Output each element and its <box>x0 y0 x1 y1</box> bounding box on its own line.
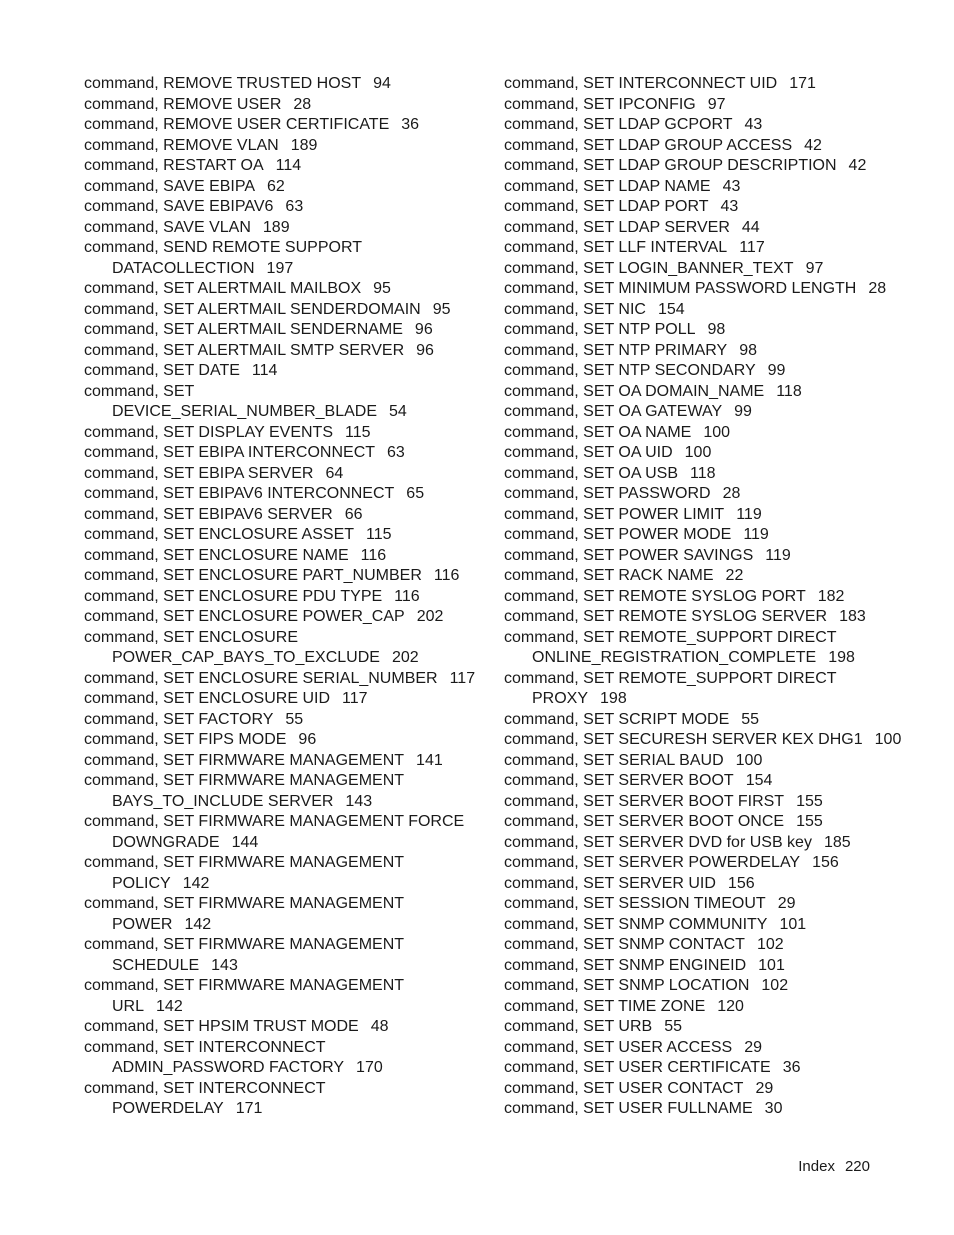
index-entry <box>84 976 484 1017</box>
index-page-ref[interactable]: 36 <box>782 1059 801 1076</box>
index-page-ref[interactable]: 154 <box>657 300 685 318</box>
index-entry <box>84 197 484 218</box>
index-entry <box>504 382 924 403</box>
index-entry <box>84 710 484 731</box>
index-term: command, SET OA UID <box>504 444 673 461</box>
index-term: command, SET LDAP GCPORT <box>504 116 733 133</box>
index-page-ref[interactable]: 114 <box>275 157 302 174</box>
index-entry <box>504 1099 924 1120</box>
index-term: command, SET SERVER DVD for USB key <box>504 833 812 851</box>
index-term: command, REMOVE VLAN <box>84 136 279 154</box>
index-entry <box>504 361 924 382</box>
index-page-ref[interactable]: 62 <box>267 177 285 195</box>
index-term: command, SET ENCLOSURE ASSET <box>84 526 355 543</box>
index-entry <box>84 1079 484 1120</box>
index-entry <box>84 505 484 526</box>
index-page-ref[interactable]: 141 <box>416 751 443 769</box>
index-entry <box>84 218 484 239</box>
index-entry <box>84 587 484 608</box>
index-term: command, SET LDAP GROUP ACCESS <box>504 136 793 154</box>
index-page-ref[interactable]: 42 <box>804 136 822 154</box>
index-term: command, SET ALERTMAIL SENDERNAME <box>84 321 403 338</box>
index-entry <box>504 566 924 587</box>
index-entry <box>504 894 924 915</box>
index-term: command, SET LOGIN_BANNER_TEXT <box>504 259 794 277</box>
index-entry <box>504 238 924 259</box>
index-entry <box>84 382 484 423</box>
index-term-continuation <box>84 833 484 854</box>
index-page-ref[interactable]: 115 <box>344 423 371 441</box>
footer-page-number: 220 <box>844 1158 870 1175</box>
index-page-ref[interactable]: 95 <box>432 300 451 318</box>
index-entry <box>504 443 924 464</box>
index-entry <box>84 464 484 485</box>
index-term: command, SET ENCLOSURE UID <box>84 690 330 707</box>
index-entry <box>504 74 924 95</box>
index-term: command, SET INTERCONNECT <box>84 1079 326 1097</box>
index-term: command, SET HPSIM TRUST MODE <box>84 1018 359 1035</box>
index-page-ref[interactable]: 28 <box>722 485 741 502</box>
page-footer <box>780 1158 870 1175</box>
index-entry <box>84 238 484 279</box>
index-term: command, SET OA NAME <box>504 423 692 441</box>
index-entry <box>84 177 484 198</box>
index-entry <box>504 402 924 423</box>
index-entry <box>84 300 484 321</box>
index-page-ref[interactable]: 142 <box>182 874 210 892</box>
index-term-continuation <box>84 648 484 669</box>
index-term: command, SET LLF INTERVAL <box>504 239 728 256</box>
index-page-ref[interactable]: 185 <box>823 833 851 851</box>
index-entry <box>504 730 924 751</box>
index-entry <box>84 341 484 362</box>
index-term-continuation-text: DEVICE_SERIAL_NUMBER_BLADE <box>112 403 377 420</box>
index-term-continuation-text: POWERDELAY <box>112 1100 224 1117</box>
index-term: command, SET SERVER BOOT FIRST <box>504 792 785 810</box>
index-term: command, RESTART OA <box>84 157 264 174</box>
index-term: command, SET SESSION TIMEOUT <box>504 895 766 912</box>
index-page-ref[interactable]: 115 <box>366 526 392 543</box>
index-term: command, SET ENCLOSURE NAME <box>84 546 349 564</box>
index-page-ref[interactable]: 97 <box>805 259 824 277</box>
index-term: command, SAVE EBIPA <box>84 177 256 195</box>
index-entry <box>84 525 484 546</box>
index-column-left <box>84 74 484 1120</box>
index-term-continuation <box>84 997 484 1018</box>
index-entry <box>504 997 924 1018</box>
index-page-ref[interactable]: 119 <box>743 526 769 543</box>
index-entry <box>504 505 924 526</box>
index-page-ref[interactable]: 96 <box>414 321 433 338</box>
index-term: command, SET SNMP LOCATION <box>504 977 750 994</box>
index-term: command, SET EBIPA SERVER <box>84 464 314 482</box>
index-entry <box>504 300 924 321</box>
index-entry <box>84 136 484 157</box>
index-page-ref[interactable]: 99 <box>767 362 786 379</box>
index-term: command, SET LDAP NAME <box>504 177 711 195</box>
index-page-ref[interactable]: 102 <box>756 936 784 953</box>
index-page-ref[interactable]: 98 <box>707 321 726 338</box>
index-term: command, SET FIRMWARE MANAGEMENT FORCE <box>84 813 465 830</box>
index-entry <box>504 177 924 198</box>
index-page-ref[interactable]: 117 <box>449 669 476 687</box>
index-entry <box>504 751 924 772</box>
index-entry <box>504 587 924 608</box>
index-term: command, SET ALERTMAIL SMTP SERVER <box>84 341 405 359</box>
index-term: command, SET NTP POLL <box>504 321 696 338</box>
index-term: command, SET FIRMWARE MANAGEMENT <box>84 772 405 789</box>
index-page-ref[interactable]: 97 <box>707 95 726 113</box>
index-term: command, SET EBIPA INTERCONNECT <box>84 444 376 461</box>
index-page-ref[interactable]: 63 <box>285 198 304 215</box>
index-page-ref[interactable]: 100 <box>735 751 763 769</box>
index-page-ref[interactable]: 99 <box>734 403 752 420</box>
index-term-continuation <box>84 874 484 895</box>
index-page-ref[interactable]: 22 <box>725 567 744 584</box>
index-entry <box>504 853 924 874</box>
index-entry <box>84 115 484 136</box>
index-entry <box>504 115 924 136</box>
index-entry <box>504 218 924 239</box>
index-term: command, SET FACTORY <box>84 710 274 728</box>
index-entry <box>84 628 484 669</box>
index-term-continuation <box>84 402 484 423</box>
index-page-ref[interactable]: 116 <box>360 546 387 564</box>
index-page-ref[interactable]: 96 <box>298 731 317 748</box>
index-term-continuation-text: POWER <box>112 915 173 933</box>
index-term-continuation <box>84 1099 484 1120</box>
index-entry <box>84 812 484 853</box>
index-entry <box>504 1038 924 1059</box>
index-term-continuation-text: URL <box>112 997 145 1015</box>
index-entry <box>504 156 924 177</box>
index-term: command, SET SNMP COMMUNITY <box>504 915 768 933</box>
index-entry <box>84 484 484 505</box>
index-page-ref[interactable]: 120 <box>717 997 744 1015</box>
index-term-continuation-text: PROXY <box>532 690 589 707</box>
index-page-ref[interactable]: 118 <box>776 382 802 400</box>
index-page-ref[interactable]: 144 <box>231 833 259 851</box>
index-entry <box>504 771 924 792</box>
index-page-ref[interactable]: 155 <box>796 792 823 810</box>
index-term: command, SET FIRMWARE MANAGEMENT <box>84 895 405 912</box>
index-entry <box>84 95 484 116</box>
index-page-ref[interactable]: 119 <box>765 546 791 564</box>
index-entry <box>504 197 924 218</box>
index-entry <box>84 156 484 177</box>
index-term: command, SET POWER SAVINGS <box>504 546 754 564</box>
index-page-ref[interactable]: 43 <box>722 177 741 195</box>
index-page-ref[interactable]: 156 <box>727 874 755 892</box>
index-page-ref[interactable]: 96 <box>416 341 434 359</box>
index-page-ref[interactable]: 55 <box>285 710 304 728</box>
index-page-ref[interactable]: 28 <box>293 95 312 113</box>
index-entry <box>84 751 484 772</box>
index-term: command, SET INTERCONNECT <box>84 1038 326 1056</box>
index-entry <box>504 546 924 567</box>
index-entry <box>504 1017 924 1038</box>
index-entry <box>84 935 484 976</box>
index-term: command, SET OA GATEWAY <box>504 403 723 420</box>
index-page-ref[interactable]: 101 <box>779 915 807 933</box>
index-entry <box>504 628 924 669</box>
index-column-right <box>504 74 924 1120</box>
index-term: command, SET ENCLOSURE PART_NUMBER <box>84 567 422 584</box>
index-page-ref[interactable]: 43 <box>744 116 763 133</box>
index-page-ref[interactable]: 189 <box>290 136 318 154</box>
index-page-ref[interactable]: 119 <box>736 505 762 523</box>
index-entry <box>504 464 924 485</box>
index-term: command, SET SERVER POWERDELAY <box>504 854 801 871</box>
index-term: command, SET FIPS MODE <box>84 731 287 748</box>
index-entry <box>504 95 924 116</box>
index-page-ref[interactable]: 100 <box>684 444 712 461</box>
index-term: command, REMOVE USER CERTIFICATE <box>84 116 390 133</box>
index-term-continuation <box>84 1058 484 1079</box>
index-entry <box>84 443 484 464</box>
index-term: command, SET REMOTE_SUPPORT DIRECT <box>504 628 837 646</box>
index-term: command, REMOVE USER <box>84 95 282 113</box>
index-term: command, SET PASSWORD <box>504 485 711 502</box>
index-page-ref[interactable]: 29 <box>755 1079 774 1097</box>
index-term: command, SAVE VLAN <box>84 218 251 236</box>
index-term: command, SET REMOTE SYSLOG SERVER <box>504 608 828 625</box>
index-term: command, SET REMOTE_SUPPORT DIRECT <box>504 669 837 687</box>
index-term: command, SET NTP PRIMARY <box>504 341 728 359</box>
index-term-continuation <box>504 648 924 669</box>
index-entry <box>84 1017 484 1038</box>
index-entry <box>504 1079 924 1100</box>
index-entry <box>504 792 924 813</box>
index-entry <box>84 546 484 567</box>
index-page-ref[interactable]: 98 <box>739 341 757 359</box>
index-entry <box>504 279 924 300</box>
index-term: command, SET LDAP GROUP DESCRIPTION <box>504 157 837 174</box>
index-term: command, SET SERIAL BAUD <box>504 751 724 769</box>
index-page-ref[interactable]: 202 <box>416 608 444 625</box>
index-term: command, SET USER CERTIFICATE <box>504 1059 771 1076</box>
index-term: command, SET SERVER BOOT <box>504 772 734 789</box>
index-entry <box>84 320 484 341</box>
index-page-ref[interactable]: 183 <box>839 608 866 625</box>
index-page-ref[interactable]: 143 <box>345 792 373 810</box>
index-term: command, SET POWER LIMIT <box>504 505 725 523</box>
index-page-ref[interactable]: 154 <box>745 772 773 789</box>
index-page-ref[interactable]: 101 <box>758 956 785 974</box>
index-term: command, SET LDAP PORT <box>504 198 709 215</box>
index-term-continuation <box>84 259 484 280</box>
index-page-ref[interactable]: 55 <box>741 710 760 728</box>
index-entry <box>504 259 924 280</box>
index-term: command, SET EBIPAV6 INTERCONNECT <box>84 485 395 502</box>
footer-label: Index <box>798 1158 835 1175</box>
index-page-ref[interactable]: 30 <box>764 1100 783 1117</box>
index-term: command, SET SERVER BOOT ONCE <box>504 813 785 830</box>
index-term-continuation-text: ADMIN_PASSWORD FACTORY <box>112 1059 345 1076</box>
index-entry <box>84 689 484 710</box>
index-page-ref[interactable]: 198 <box>600 690 627 707</box>
index-entry <box>504 1058 924 1079</box>
index-term-continuation <box>84 915 484 936</box>
index-entry <box>504 320 924 341</box>
index-page-ref[interactable]: 142 <box>156 997 183 1015</box>
index-page-ref[interactable]: 48 <box>370 1018 389 1035</box>
index-page-ref[interactable]: 155 <box>796 813 823 830</box>
index-term: command, SET OA USB <box>504 464 678 482</box>
index-term: command, SET SCRIPT MODE <box>504 710 730 728</box>
index-term: command, SET POWER MODE <box>504 526 732 543</box>
index-page-ref[interactable]: 182 <box>817 587 845 605</box>
index-term: command, SET SNMP ENGINEID <box>504 956 747 974</box>
index-entry <box>504 956 924 977</box>
index-entry <box>504 833 924 854</box>
index-entry <box>84 730 484 751</box>
index-term: command, SET OA DOMAIN_NAME <box>504 382 765 400</box>
index-page-ref[interactable]: 43 <box>720 198 739 215</box>
index-page-ref[interactable]: 42 <box>848 157 867 174</box>
index-term: command, SET SERVER UID <box>504 874 716 892</box>
index-entry <box>84 607 484 628</box>
index-term: command, SET ALERTMAIL MAILBOX <box>84 280 362 297</box>
index-term: command, SET IPCONFIG <box>504 95 696 113</box>
index-entry <box>504 915 924 936</box>
index-term: command, SET DISPLAY EVENTS <box>84 423 333 441</box>
index-entry <box>84 74 484 95</box>
index-entry <box>504 423 924 444</box>
index-term: command, SET TIME ZONE <box>504 997 706 1015</box>
index-page-ref[interactable]: 100 <box>874 731 902 748</box>
index-page-ref[interactable]: 44 <box>741 218 760 236</box>
index-page-ref[interactable]: 55 <box>664 1018 682 1035</box>
index-entry <box>504 484 924 505</box>
index-page-ref[interactable]: 197 <box>266 259 294 277</box>
index-entry <box>84 669 484 690</box>
index-page-ref[interactable]: 156 <box>812 854 839 871</box>
index-page-ref[interactable]: 102 <box>761 977 789 994</box>
index-term-continuation <box>84 792 484 813</box>
index-page-ref[interactable]: 29 <box>777 895 796 912</box>
index-entry <box>504 935 924 956</box>
index-term: command, SET INTERCONNECT UID <box>504 75 778 92</box>
index-page-ref[interactable]: 29 <box>744 1038 763 1056</box>
index-term: command, SET ENCLOSURE POWER_CAP <box>84 608 405 625</box>
index-page-ref[interactable]: 36 <box>401 116 420 133</box>
index-term: command, SET LDAP SERVER <box>504 218 730 236</box>
index-term: command, SET ALERTMAIL SENDERDOMAIN <box>84 300 421 318</box>
index-entry <box>504 710 924 731</box>
index-term: command, SET USER FULLNAME <box>504 1100 753 1117</box>
index-term: command, SET NTP SECONDARY <box>504 362 756 379</box>
index-page-ref[interactable]: 64 <box>325 464 344 482</box>
index-entry <box>504 341 924 362</box>
index-term: command, SEND REMOTE SUPPORT <box>84 239 362 256</box>
index-page-ref[interactable]: 143 <box>211 956 238 974</box>
index-term: command, SET FIRMWARE MANAGEMENT <box>84 854 405 871</box>
index-page-ref[interactable]: 116 <box>433 567 460 584</box>
index-page-ref[interactable]: 170 <box>356 1059 383 1076</box>
index-page-ref[interactable]: 171 <box>235 1100 263 1117</box>
index-term: command, SET USER CONTACT <box>504 1079 744 1097</box>
index-entry <box>504 976 924 997</box>
index-page-ref[interactable]: 117 <box>739 239 765 256</box>
index-term: command, SET <box>84 382 195 400</box>
index-term: command, SAVE EBIPAV6 <box>84 198 274 215</box>
index-entry <box>504 607 924 628</box>
index-entry <box>84 361 484 382</box>
index-term-continuation <box>84 956 484 977</box>
index-term-continuation-text: DATACOLLECTION <box>112 259 255 277</box>
index-term: command, SET URB <box>504 1018 653 1035</box>
index-term-continuation-text: SCHEDULE <box>112 956 200 974</box>
index-entry <box>504 669 924 710</box>
index-term-continuation-text: POLICY <box>112 874 171 892</box>
index-page-ref[interactable]: 117 <box>342 690 368 707</box>
index-page-ref[interactable]: 189 <box>262 218 290 236</box>
index-entry <box>504 874 924 895</box>
index-term: command, SET ENCLOSURE PDU TYPE <box>84 587 383 605</box>
index-page-ref[interactable]: 63 <box>387 444 405 461</box>
index-term: command, SET SECURESH SERVER KEX DHG1 <box>504 731 863 748</box>
index-page-ref[interactable]: 95 <box>373 280 391 297</box>
index-term: command, SET FIRMWARE MANAGEMENT <box>84 751 405 769</box>
index-page-ref[interactable]: 114 <box>251 362 278 379</box>
index-term: command, SET FIRMWARE MANAGEMENT <box>84 977 405 994</box>
index-term: command, SET USER ACCESS <box>504 1038 733 1056</box>
index-page-ref[interactable]: 100 <box>703 423 731 441</box>
index-page-ref[interactable]: 171 <box>789 75 816 92</box>
index-term: command, SET SNMP CONTACT <box>504 936 745 953</box>
index-term-continuation-text: DOWNGRADE <box>112 833 220 851</box>
index-term-continuation-text: BAYS_TO_INCLUDE SERVER <box>112 792 334 810</box>
index-page-ref[interactable]: 65 <box>406 485 425 502</box>
index-page-ref[interactable]: 118 <box>690 464 716 482</box>
index-page-ref[interactable]: 142 <box>184 915 212 933</box>
index-entry <box>84 771 484 812</box>
index-page-ref[interactable]: 66 <box>344 505 363 523</box>
index-term: command, REMOVE TRUSTED HOST <box>84 75 362 92</box>
index-term: command, SET ENCLOSURE SERIAL_NUMBER <box>84 669 438 687</box>
index-term-continuation <box>504 689 924 710</box>
index-entry <box>84 853 484 894</box>
index-page-ref[interactable]: 202 <box>391 649 419 666</box>
index-entry <box>504 525 924 546</box>
index-entry <box>84 423 484 444</box>
index-term: command, SET REMOTE SYSLOG PORT <box>504 587 806 605</box>
index-entry <box>84 279 484 300</box>
index-term: command, SET FIRMWARE MANAGEMENT <box>84 936 405 953</box>
index-page-ref[interactable]: 28 <box>868 280 887 297</box>
index-term: command, SET EBIPAV6 SERVER <box>84 505 333 523</box>
index-page-ref[interactable]: 94 <box>373 75 391 92</box>
index-entry <box>504 812 924 833</box>
index-entry <box>84 894 484 935</box>
index-entry <box>84 1038 484 1079</box>
index-page-ref[interactable]: 54 <box>388 403 407 420</box>
index-term: command, SET MINIMUM PASSWORD LENGTH <box>504 280 857 297</box>
index-term-continuation-text: POWER_CAP_BAYS_TO_EXCLUDE <box>112 649 380 666</box>
index-term-continuation-text: ONLINE_REGISTRATION_COMPLETE <box>532 649 817 666</box>
index-page-ref[interactable]: 116 <box>394 587 420 605</box>
index-term: command, SET DATE <box>84 362 240 379</box>
index-term: command, SET ENCLOSURE <box>84 628 298 646</box>
index-term: command, SET RACK NAME <box>504 567 714 584</box>
index-entry <box>84 566 484 587</box>
index-page-ref[interactable]: 198 <box>828 649 855 666</box>
index-term: command, SET NIC <box>504 300 646 318</box>
index-entry <box>504 136 924 157</box>
